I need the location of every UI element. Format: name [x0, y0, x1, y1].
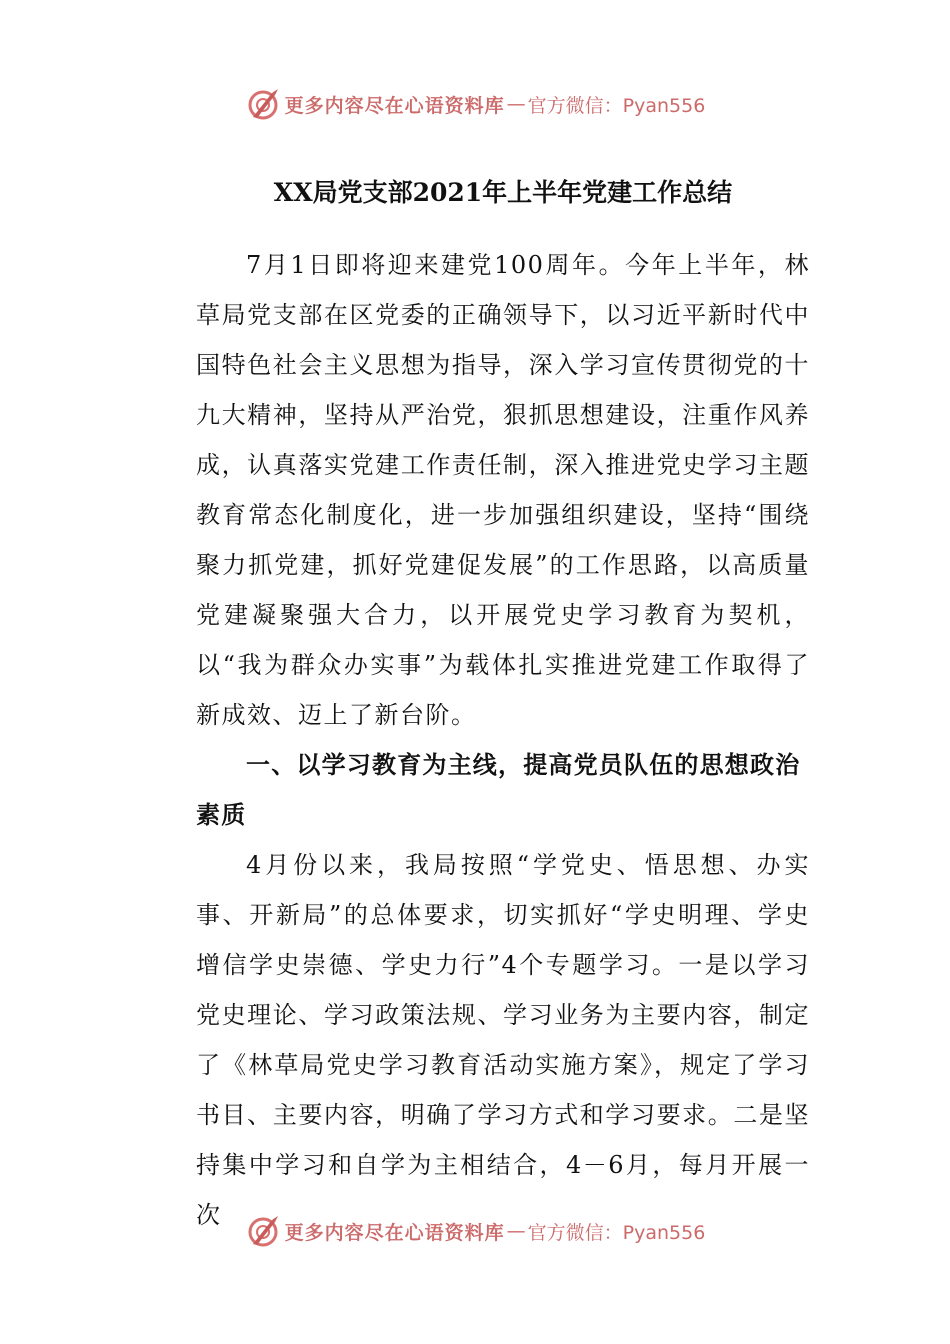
quill-seal-icon: [245, 1213, 281, 1249]
quill-seal-icon: [245, 86, 281, 122]
banner-text: 更多内容尽在心语资料库: [284, 1221, 505, 1244]
banner-separator: —: [506, 93, 526, 115]
document-title: XX局党支部2021年上半年党建工作总结: [273, 178, 733, 207]
intro-paragraph: 7月1日即将迎来建党100周年。今年上半年，林草局党支部在区党委的正确领导下，以习近平新时代中国特色社会主义思想为指导，深入学习宣传贯彻党的十九大精神，坚持从严治党，狠抓思想建设，注重作风养成，认真落实党建工作责任制，深入推进党史学习主题教育常态化制度化，进一步加强组织建设，坚持“围绕聚力抓党建，抓好党建促发展”的工作思路，以高质量党建凝聚强大合力，以开展党史学习教育为契机，以“我为群众办实事”为载体扎实推进党建工作取得了新成效、迈上了新台阶。: [196, 251, 810, 729]
banner-text: 更多内容尽在心语资料库: [284, 94, 505, 117]
header-watermark-banner: [0, 82, 950, 126]
section-1-heading: 一、以学习教育为主线，提高党员队伍的思想政治素质: [196, 751, 801, 829]
section-1-paragraph: 4月份以来，我局按照“学党史、悟思想、办实事、开新局”的总体要求，切实抓好“学史明理、学史增信学史崇德、学史力行”4个专题学习。一是以学习党史理论、学习政策法规、学习业务为主要内容，制定了《林草局党史学习教育活动实施方案》，规定了学习书目、主要内容，明确了学习方式和学习要求。二是坚持集中学习和自学为主相结合，4－6月，每月开展一次: [196, 851, 810, 1229]
document-body: [196, 170, 810, 1240]
footer-watermark-banner: [0, 1209, 950, 1253]
banner-separator: —: [506, 1220, 526, 1242]
banner-wechat: 官方微信：Pyan556: [527, 94, 706, 117]
banner-wechat: 官方微信：Pyan556: [527, 1221, 706, 1244]
